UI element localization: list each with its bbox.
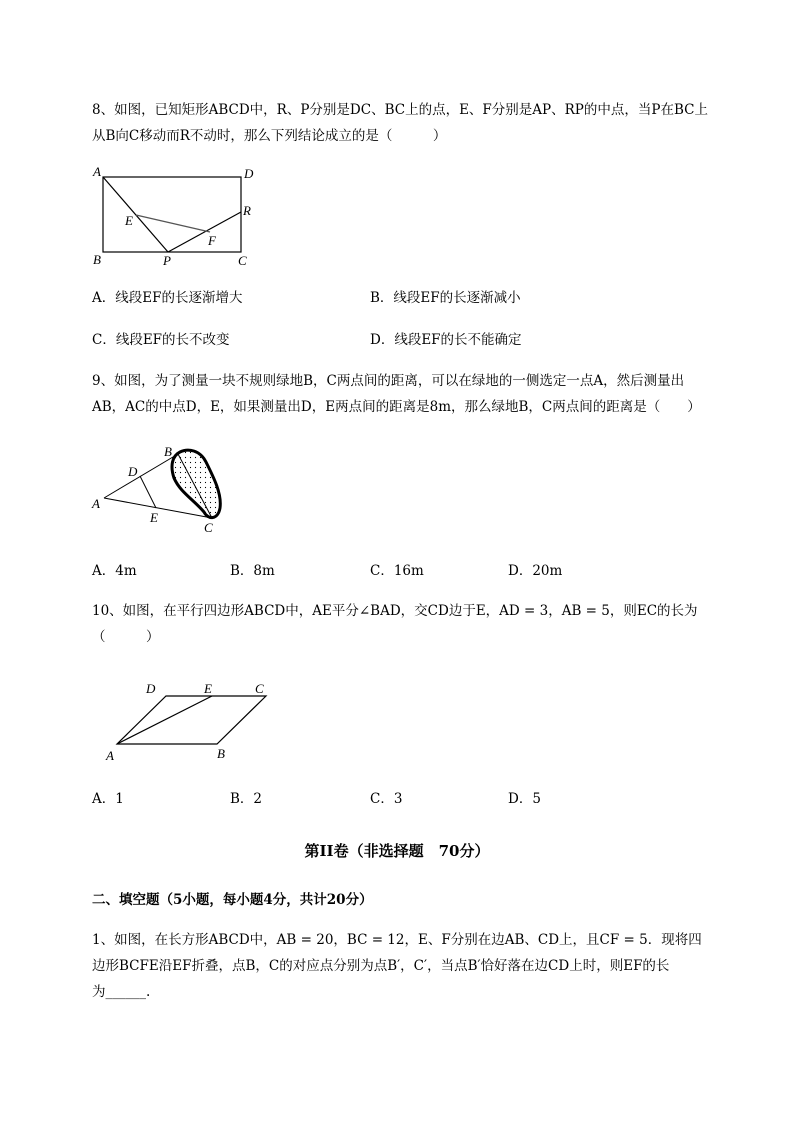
q10-line-2: （ ） [92,629,160,645]
fill1-line-1: 1、如图，在长方形ABCD中，AB = 20，BC = 12，E、F分别在边AB、CD上，且CF = 5．现将四 [92,932,702,948]
q8-label-a: A [93,164,101,179]
q10-figure [100,678,280,766]
q9-label-a: A [92,496,100,511]
q9-line-1: 9、如图，为了测量一块不规则绿地B，C两点间的距离，可以在绿地的一侧选定一点A，然后测量出 [92,373,685,389]
q9-option-d[interactable]: D．20m [508,563,563,579]
q10-label-e: E [204,681,212,696]
q10-label-d: D [146,681,156,696]
q9-label-c: C [204,520,213,535]
q8-option-d[interactable]: D．线段EF的长不能确定 [370,332,522,348]
q8-option-b[interactable]: B．线段EF的长逐渐减小 [370,290,521,306]
q9-option-a[interactable]: A．4m [92,563,137,579]
q8-label-r: R [243,203,251,218]
q10-label-b: B [217,746,225,761]
q10-line-1: 10、如图，在平行四边形ABCD中，AE平分∠BAD，交CD边于E，AD = 3，AB = 5，则EC的长为 [92,603,698,619]
q10-option-d[interactable]: D．5 [508,791,541,807]
q10-label-c: C [255,681,264,696]
q10-option-a[interactable]: A．1 [92,791,124,807]
q10-option-b[interactable]: B．2 [230,791,263,807]
q9-line-2: AB，AC的中点D，E，如果测量出D，E两点间的距离是8m，那么绿地B，C两点间的距离是（ ） [92,399,701,415]
q8-label-p: P [163,253,171,268]
fill1-line-2: 边形BCFE沿EF折叠，点B，C的对应点分别为点B′，C′，当点B′恰好落在边CD上时，则EF的长 [92,958,670,974]
q8-figure [88,162,268,270]
section-heading: 二、填空题（5小题，每小题4分，共计20分） [92,892,373,908]
section-title: 第II卷（非选择题 70分） [304,842,490,860]
q9-label-b: B [164,444,172,459]
q8-option-c[interactable]: C．线段EF的长不改变 [92,332,230,348]
q9-option-c[interactable]: C．16m [370,563,424,579]
q8-label-e: E [125,213,133,228]
q10-option-c[interactable]: C．3 [370,791,403,807]
q10-label-a: A [106,748,114,763]
q9-label-d: D [128,464,138,479]
q8-label-f: F [208,233,216,248]
q8-option-a[interactable]: A．线段EF的长逐渐增大 [92,290,243,306]
q9-option-b[interactable]: B．8m [230,563,275,579]
fill1-line-3: 为______. [92,984,151,1000]
q9-label-e: E [150,510,158,525]
q8-label-d: D [244,166,254,181]
q8-label-c: C [238,253,247,268]
q8-label-b: B [93,252,101,267]
q9-figure [88,440,238,540]
q8-line-2: 从B向C移动而R不动时，那么下列结论成立的是（ ） [92,128,447,144]
q8-line-1: 8、如图，已知矩形ABCD中，R、P分别是DC、BC上的点，E、F分别是AP、RP的中点，当P在BC上 [92,102,708,118]
